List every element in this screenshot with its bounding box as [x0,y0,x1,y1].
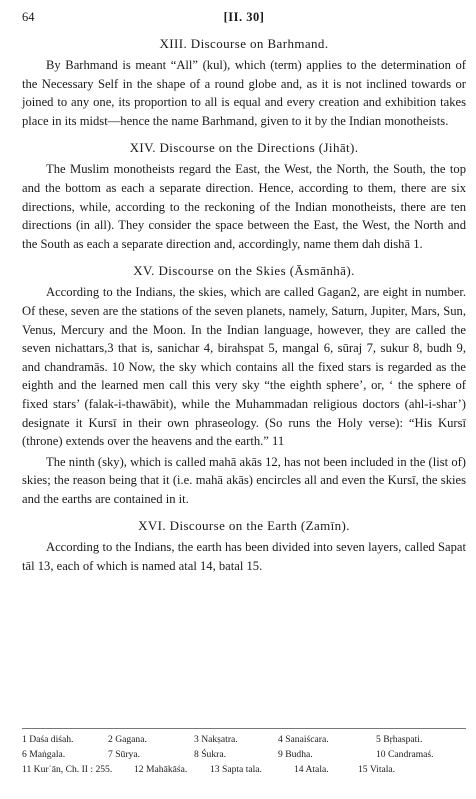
footnote: 4 Sanaiścara. [278,734,329,745]
section-earth [22,518,466,575]
page-number: 64 [22,10,35,24]
section-barhmand [22,36,466,130]
footnote: 2 Gagana. [108,734,147,745]
paragraph: By Barhmand is meant “All” (kul), which (term) applies to the determination of the Necessary Self in the shape of a round globe and, as it is not inclined towards or joined to any one, its proportion to all is equal and every creation and exhibition takes place in its midst—hence the name Barhmand, given to it by the Indian monotheists. [22,58,466,128]
footnote: 14 Atala. [294,764,329,775]
paragraph: According to the Indians, the skies, which are called Gagan2, are eight in number. Of these, seven are the stations of the seven planets, namely, Saturn, Jupiter, Mars, Sun, Venus, Mercury and the Moon. In the Indian language, however, they are called the seven nichattars,3 that is, sanichar 4, birahspat 5, mangal 6, sūraj 7, sukur 8, budh 9, and chandramās. 10 Now, the sky which contains all the fixed stars is regarded as the eighth and the learned men call this very sky “the eighth sphere’, or, ‘ the sphere of fixed stars’ (falak-i-thawābit), while the Muhammadan religious doctors (ahl-i-shar’) designate it Kursī in their own phraseology. (So runs the Holy verse): “His Kursī (throne) extends over the heavens and the earth.” 11 [22,285,466,449]
section-heading: XIII. Discourse on Barhmand. [159,36,329,51]
footnote-row [22,762,466,777]
footnotes [22,728,466,777]
section-heading: XIV. Discourse on the Directions (Jihāt). [129,140,359,156]
footnote-row [22,732,466,747]
footnote: 1 Daśa diśah. [22,734,74,745]
footnote: 15 Vitala. [358,764,396,775]
section-directions [22,140,466,253]
running-header [22,8,466,28]
footnote: 12 Mahākāśa. [134,764,188,775]
footnote: 5 Bṛhaspati. [376,734,423,745]
footnote: 8 Śukra. [194,749,226,760]
section-heading: XVI. Discourse on the Earth (Zamīn). [138,518,350,534]
paragraph: The Muslim monotheists regard the East, the West, the North, the South, the top and the bottom as each a separate direction. Hence, according to them, there are six directions, while, according to the reckoning of the Indian monotheists, there are ten directions (in all). They consider the space between the East, the West, the North and the South as each a separate direction and, accordingly, name them dah dishā 1. [22,162,466,251]
footnote: 6 Maṅgala. [22,749,66,760]
footnote: 9 Budha. [278,749,313,760]
footnote: 3 Nakṣatra. [194,734,238,745]
footnote: 11 Kurʾān, Ch. II : 255. [22,764,113,775]
section-skies [22,263,466,508]
footnote: 7 Sūrya. [108,749,140,760]
chapter-reference: [II. 30] [223,10,265,24]
footnote: 10 Candramaś. [376,749,434,760]
paragraph: The ninth (sky), which is called mahā akās 12, has not been included in the (list of) skies; the reason being that it (i.e. mahā akās) encircles all and even the Kursī, the skies and the earths are contained in it. [22,454,466,506]
footnote: 13 Sapta tala. [210,764,262,775]
footnote-row [22,747,466,762]
section-heading: XV. Discourse on the Skies (Āsmānhā). [133,263,355,279]
paragraph: According to the Indians, the earth has been divided into seven layers, called Sapat tāl 13, each of which is named atal 14, batal 15. [22,540,466,574]
